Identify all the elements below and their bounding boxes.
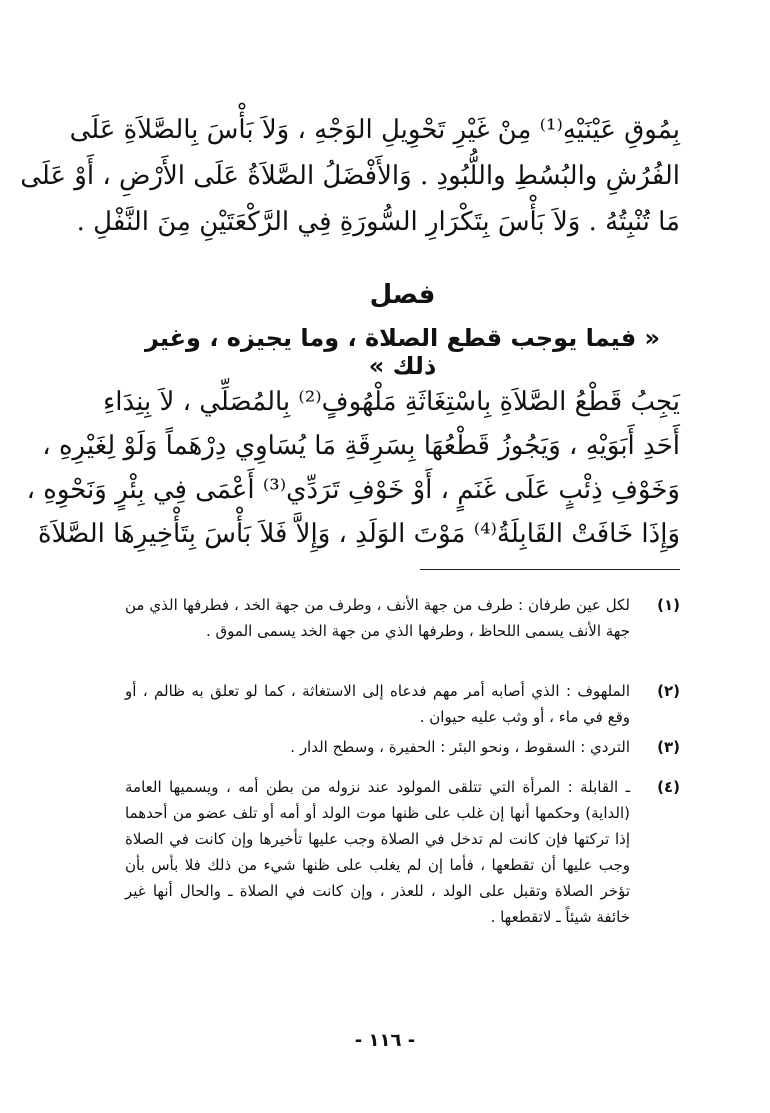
footnote-text: الملهوف : الذي أصابه أمر مهم فدعاه إلى الاستغاثة ، كما لو تعلق به ظالم ، أو وقع في ماء ، أو وثب عليه حيوان . bbox=[125, 682, 630, 726]
page-number: - ١١٦ - bbox=[354, 1030, 416, 1051]
text-line: مَا تُنْبِتُهُ . وَلاَ بَأْسَ بِتَكْرَارِ السُّورَةِ فِي الرَّكْعَتَيْنِ مِنَ النَّفْلِ . bbox=[76, 207, 680, 237]
footnote-2 bbox=[125, 678, 680, 730]
footnote-3 bbox=[125, 734, 680, 760]
text-line: أَحَدِ أَبَوَيْهِ ، وَيَجُوزُ قَطْعُهَا بِسَرِقَةِ مَا يُسَاوِي دِرْهَماً وَلَوْ لِغَيْرِهِ ، bbox=[42, 431, 680, 461]
text-line: وَخَوْفِ ذِئْبٍ عَلَى غَنَمٍ ، أَوْ خَوْفِ تَرَدِّي⁽³⁾ أَعْمَى فِي بِئْرٍ وَنَحْوِهِ ، bbox=[26, 475, 680, 505]
footnote-number: (٣) bbox=[657, 738, 680, 756]
footnote-divider bbox=[420, 569, 680, 570]
text-line: بِمُوقِ عَيْنَيْهِ⁽¹⁾ مِنْ غَيْرِ تَحْوِيلِ الوَجْهِ ، وَلاَ بَأْسَ بِالصَّلاَةِ عَلَى bbox=[69, 115, 680, 145]
footnote-text: التردي : السقوط ، ونحو البئر : الحفيرة ، وسطح الدار . bbox=[290, 738, 630, 756]
section-label: فصل bbox=[369, 280, 436, 310]
footnote-number: (٢) bbox=[657, 682, 680, 700]
text-line: وَإِذَا خَافَتْ القَابِلَةُ⁽⁴⁾ مَوْتَ الوَلَدِ ، وَإِلاَّ فَلاَ بَأْسَ بِتَأْخِيرِهَا الصَّلاَةَ bbox=[38, 519, 680, 549]
top-paragraph bbox=[20, 108, 680, 248]
footnote-4 bbox=[125, 774, 680, 930]
footnote-text: ـ القابلة : المرأة التي تتلقى المولود عند نزوله من بطن أمه ، ويسميها العامة (الداية) وحكمها أنها إن غلب على ظنها موت الولد أو أمه أو تلف عضو من أحدهما إذا تركتها فإن كانت لم تدخل في الصلاة وجب عليها تأخيرها وإن كانت في الصلاة وجب عليها أن تقطعها ، فأما إن لم يغلب على ظنها شيء من ذلك فلا بأس بأن تؤخر الصلاة وتقبل على الولد ، للعذر ، وإن كانت في الصلاة ـ والحال أنها غير خائفة شيئاً ـ لاتقطعها . bbox=[125, 778, 630, 926]
footnote-1 bbox=[125, 592, 680, 644]
section-paragraph bbox=[26, 380, 680, 560]
footnote-text: لكل عين طرفان : طرف من جهة الأنف ، وطرف من جهة الخد ، فطرفها الذي من جهة الأنف يسمى اللحاظ ، وطرفها الذي من جهة الخد يسمى الموق . bbox=[125, 596, 630, 640]
footnote-number: (١) bbox=[657, 596, 680, 614]
footnote-number: (٤) bbox=[657, 778, 680, 796]
text-line: يَجِبُ قَطْعُ الصَّلاَةِ بِاسْتِغَاثَةِ مَلْهُوفٍ⁽²⁾ بِالمُصَلِّي ، لاَ بِنِدَاءِ bbox=[103, 387, 680, 417]
text-line: الفُرُشِ والبُسُطِ واللُّبُودِ . وَالأَفْضَلُ الصَّلاَةُ عَلَى الأَرْضِ ، أَوْ عَلَى bbox=[20, 161, 680, 191]
section-title: « فيما يوجب قطع الصلاة ، وما يجيزه ، وغير ذلك » bbox=[144, 324, 661, 380]
